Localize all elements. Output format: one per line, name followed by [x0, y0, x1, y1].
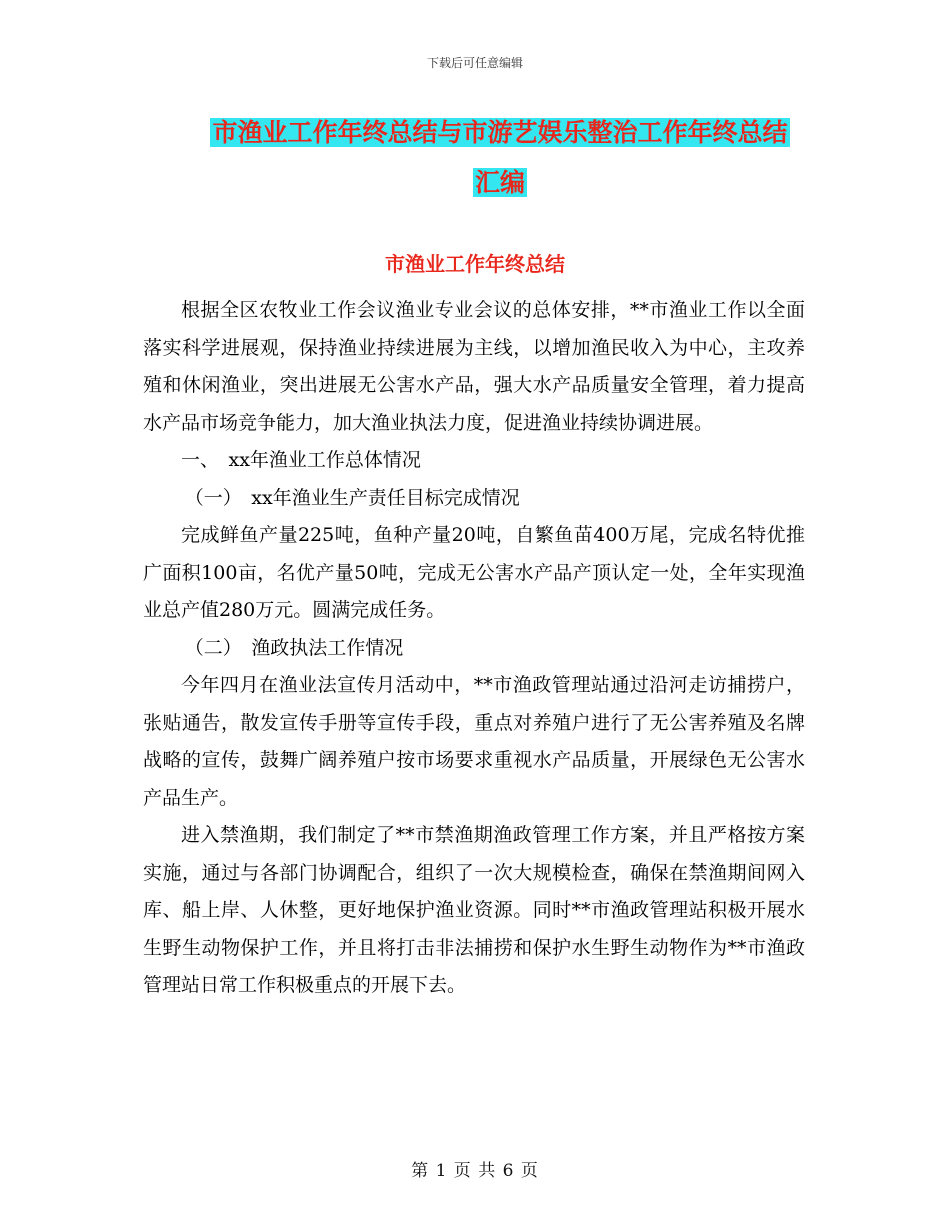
page-header-note: 下载后可任意编辑 — [426, 56, 523, 70]
paragraph-law-campaign: 今年四月在渔业法宣传月活动中，**市渔政管理站通过沿河走访捕捞户，张贴通告，散发宣传手册等宣传手段，重点对养殖户进行了无公害养殖及名牌战略的宣传，鼓舞广阔养殖户按市场要求重视水产品质量，开展绿色无公害水产品生产。 — [143, 674, 805, 809]
document-title — [140, 108, 860, 208]
document-title-line-2: 汇编 — [474, 168, 525, 197]
heading-section-1: 一、 xx年渔业工作总体情况 — [181, 449, 421, 471]
document-title-line-1: 市渔业工作年终总结与市游艺娱乐整治工作年终总结 — [212, 118, 788, 147]
subheading-1: （一） xx年渔业生产责任目标完成情况 — [184, 486, 520, 509]
page-number: 第 1 页 共 6 页 — [411, 1161, 539, 1181]
paragraph-intro: 根据全区农牧业工作会议渔业专业会议的总体安排，**市渔业工作以全面落实科学进展观，保持渔业持续进展为主线，以增加渔民收入为中心，主攻养殖和休闲渔业，突出进展无公害水产品，强大水产品质量安全管理，着力提高水产品市场竞争能力，加大渔业执法力度，促进渔业持续协调进展。 — [143, 299, 805, 434]
subheading-2: （二） 渔政执法工作情况 — [184, 636, 404, 659]
paragraph-fishing-ban: 进入禁渔期，我们制定了**市禁渔期渔政管理工作方案，并且严格按方案实施，通过与各部门协调配合，组织了一次大规模检查，确保在禁渔期间网入库、船上岸、人休整，更好地保护渔业资源。同时**市渔政管理站积极开展水生野生动物保护工作，并且将打击非法捕捞和保护水生野生动物作为**市渔政管理站日常工作积极重点的开展下去。 — [143, 824, 805, 996]
paragraph-production: 完成鲜鱼产量225吨，鱼种产量20吨，自繁鱼苗400万尾，完成名特优推广面积100亩，名优产量50吨，完成无公害水产品产顶认定一处，全年实现渔业总产值280万元。圆满完成任务。 — [143, 524, 805, 621]
document-body — [143, 292, 805, 1005]
section-title: 市渔业工作年终总结 — [385, 252, 565, 276]
